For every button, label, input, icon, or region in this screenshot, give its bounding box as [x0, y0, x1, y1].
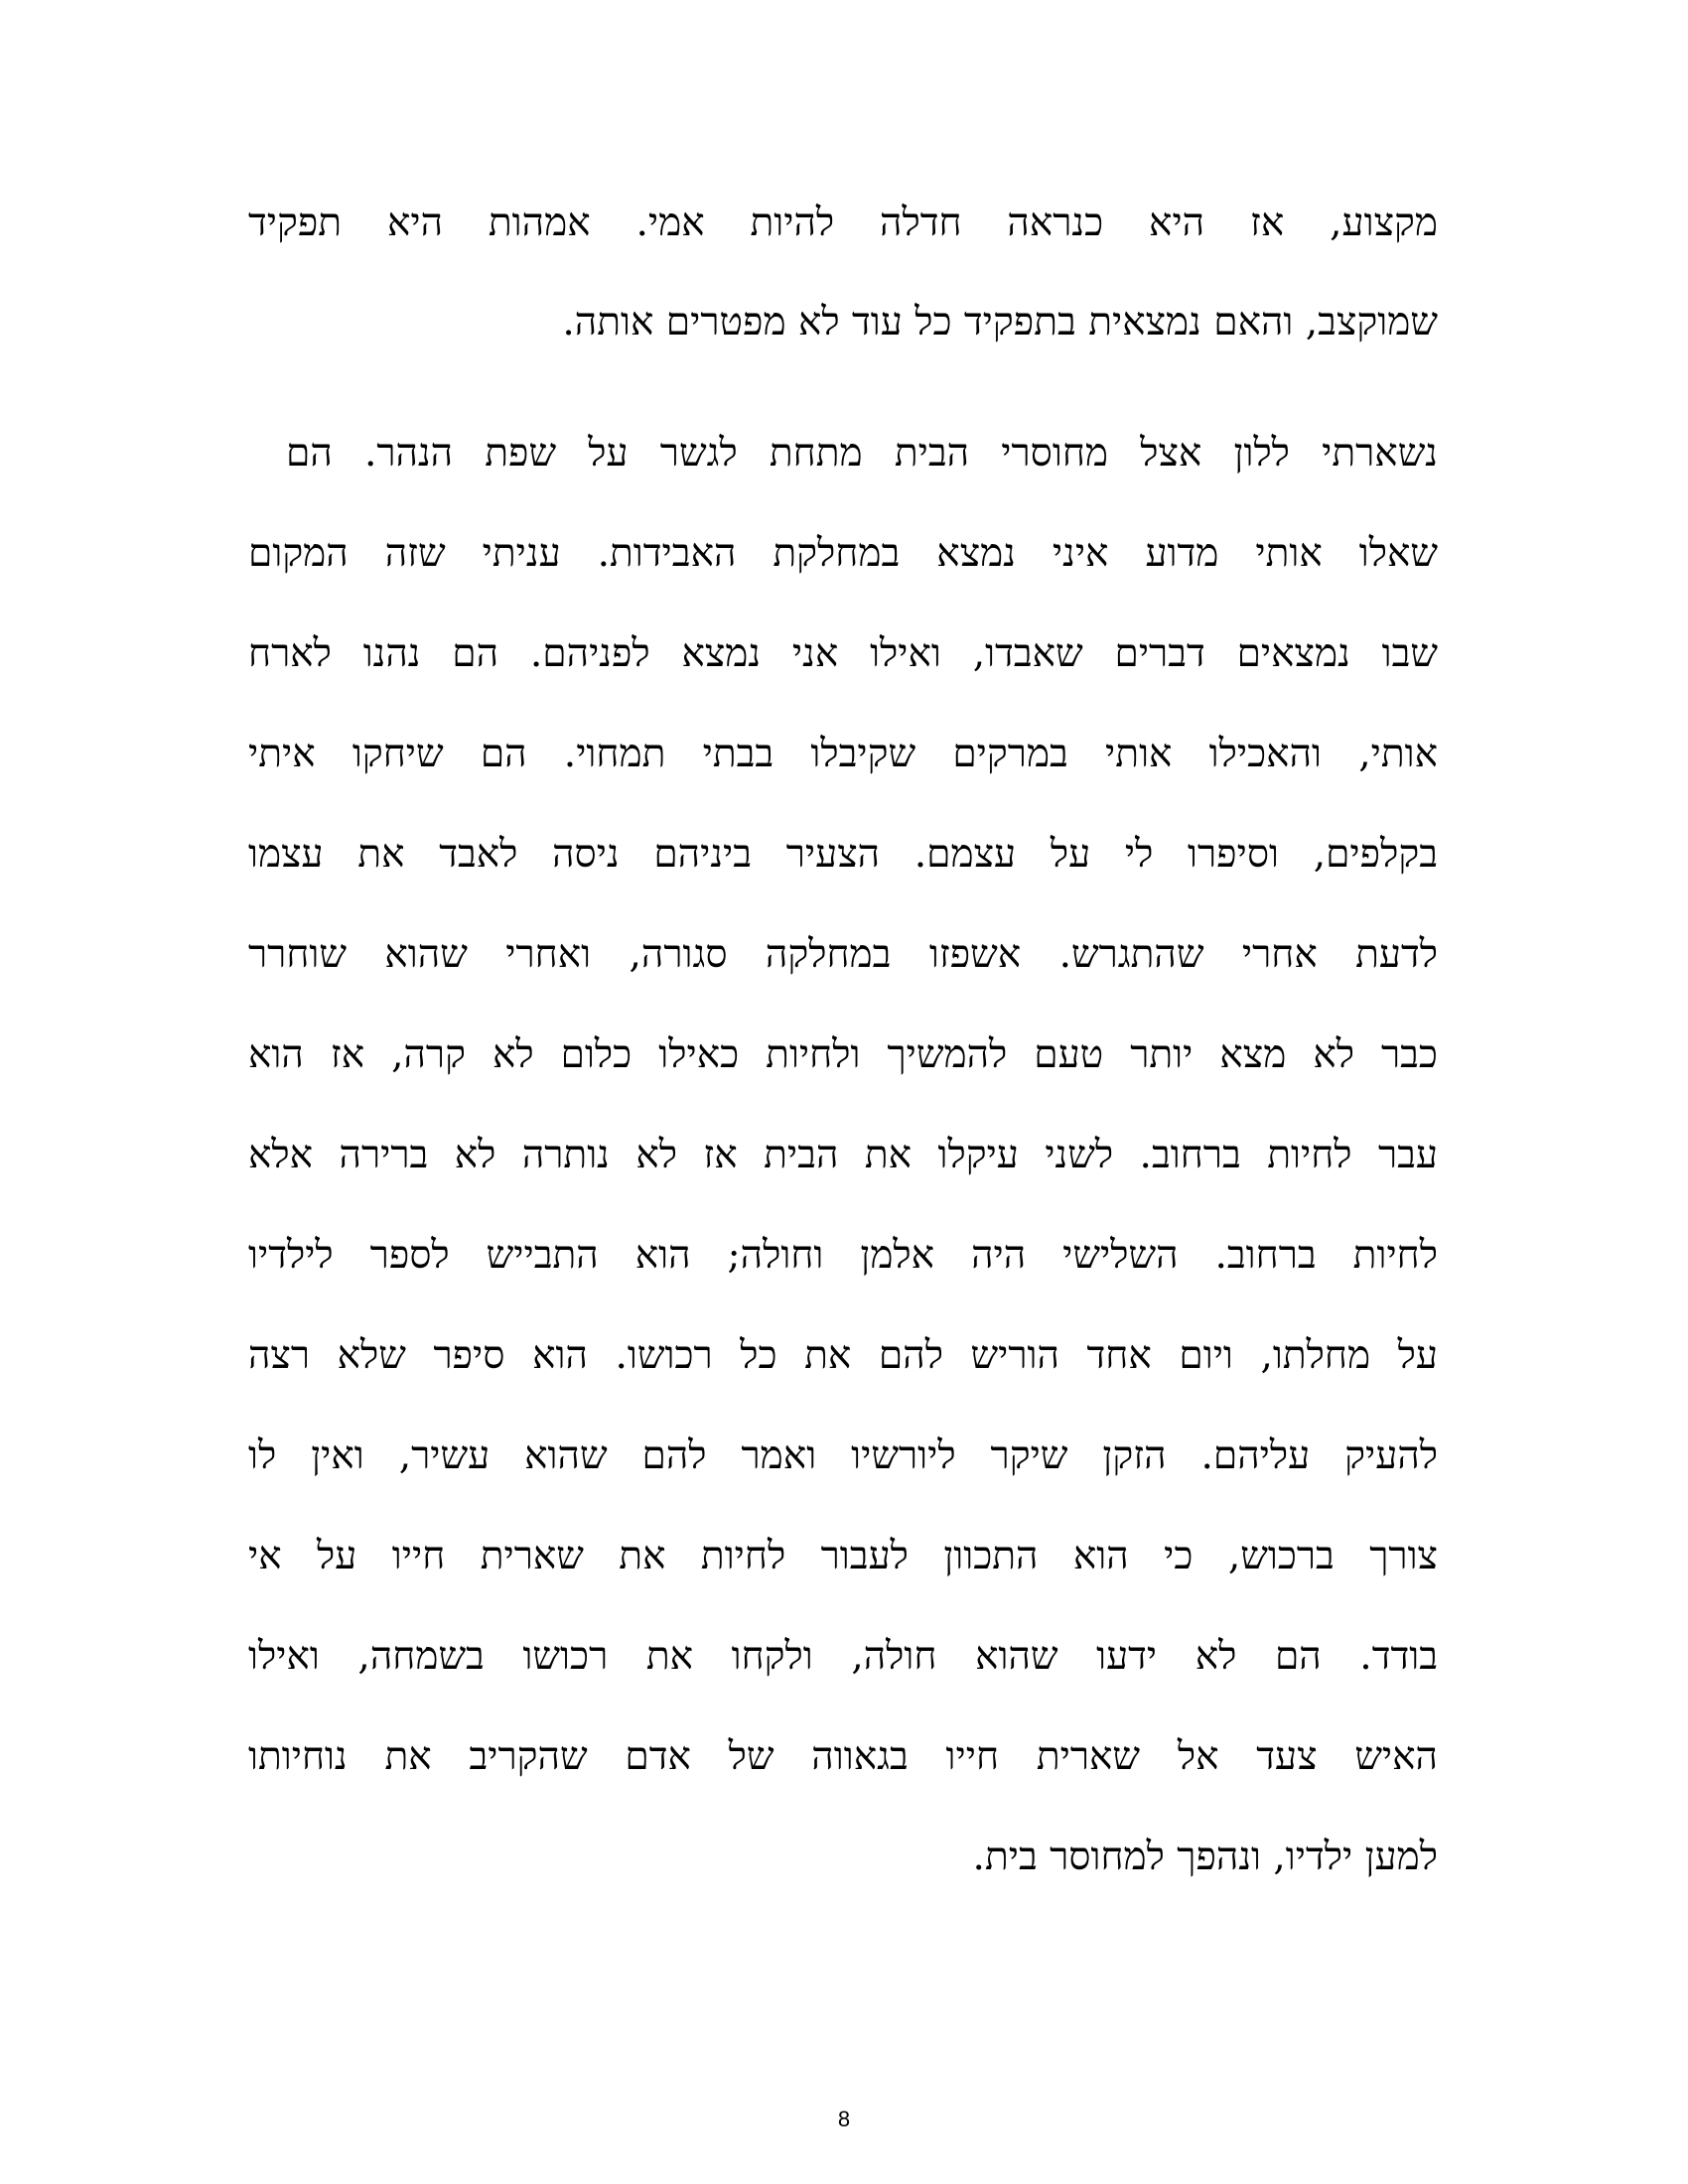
text-line: כבר לא מצא יותר טעם להמשיך ולחיות כאילו כלום לא קרה, אז הוא	[248, 1032, 1438, 1077]
text-line: לחיות ברחוב. השלישי היה אלמן וחולה; הוא התבייש לספר לילדיו	[248, 1233, 1438, 1278]
text-line: שמוקצב, והאם נמצאית בתפקיד כל עוד לא מפטרים אותה.	[562, 300, 1438, 344]
text-line: האיש צעד אל שארית חייו בגאווה של אדם שהקריב את נוחיותו	[248, 1734, 1438, 1779]
text-line-indented: נשארתי ללון אצל מחוסרי הבית מתחת לגשר על שפת הנהר. הם	[286, 431, 1438, 476]
text-line: אותי, והאכילו אותי במרקים שקיבלו בבתי תמחוי. הם שיחקו איתי	[248, 732, 1438, 776]
text-line: על מחלתו, ויום אחד הוריש להם את כל רכושו. הוא סיפר שלא רצה	[248, 1333, 1438, 1378]
page-number: 8	[837, 2107, 851, 2131]
text-line: שבו נמצאים דברים שאבדו, ואילו אני נמצא לפניהם. הם נהנו לארח	[248, 631, 1438, 676]
text-line: שאלו אותי מדוע איני נמצא במחלקת האבידות. עניתי שזה המקום	[248, 531, 1438, 576]
text-line: לדעת אחרי שהתגרש. אשפזו במחלקה סגורה, ואחרי שהוא שוחרר	[248, 932, 1438, 977]
text-line: עבר לחיות ברחוב. לשני עיקלו את הבית אז לא נותרה לא ברירה אלא	[248, 1133, 1438, 1177]
text-line: להעיק עליהם. הזקן שיקר ליורשיו ואמר להם שהוא עשיר, ואין לו	[248, 1433, 1438, 1478]
text-line: למען ילדיו, ונהפך למחוסר בית.	[972, 1835, 1438, 1879]
text-line: בודד. הם לא ידעו שהוא חולה, ולקחו את רכושו בשמחה, ואילו	[248, 1634, 1438, 1679]
text-line: מקצוע, אז היא כנראה חדלה להיות אמי. אמהות היא תפקיד	[248, 201, 1438, 245]
text-line: צורך ברכוש, כי הוא התכוון לעבור לחיות את שארית חייו על אי	[248, 1534, 1438, 1578]
text-line: בקלפים, וסיפרו לי על עצמם. הצעיר ביניהם ניסה לאבד את עצמו	[248, 832, 1438, 877]
